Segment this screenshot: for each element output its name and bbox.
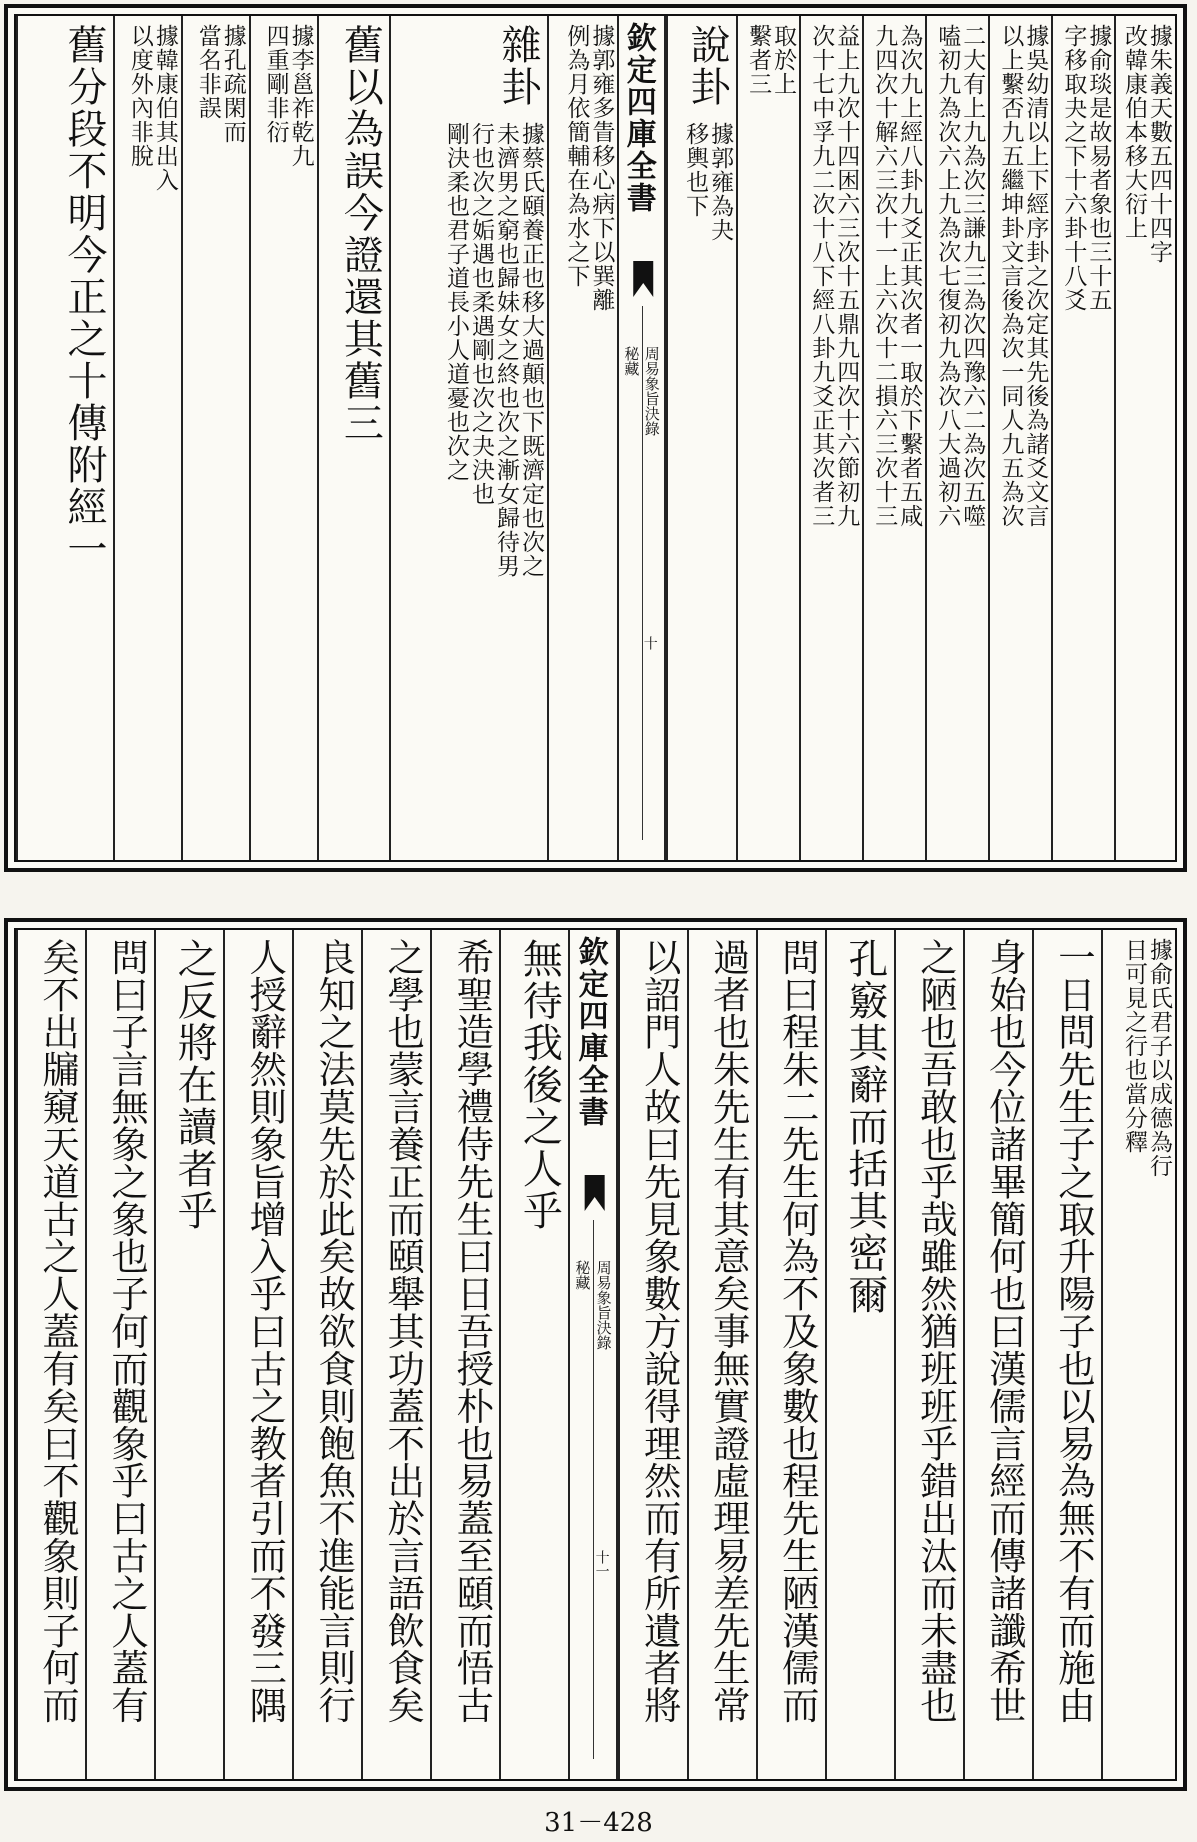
- annotation-line: 繫者三: [745, 24, 772, 96]
- text-column: [894, 930, 963, 1779]
- annotation-line: 剛決柔也君子道長小人道憂也次之: [442, 122, 469, 482]
- upper-page: [4, 4, 1187, 872]
- text-column: [1032, 930, 1101, 1779]
- main-text-line: 問曰子言無象之象也子何而觀象乎曰古之人蓋有: [105, 938, 150, 1724]
- text-column: [862, 16, 925, 860]
- annotation-line: 為次九上經八卦九爻正其次者一取於下繫者五咸: [896, 24, 923, 528]
- text-column: [825, 930, 894, 1779]
- main-text-line: 一日問先生子之取升陽子也以易為無不有而施由: [1052, 938, 1096, 1724]
- text-column: [756, 930, 825, 1779]
- annotation-line: 嗑初九為次六上九為次七復初九為次八大過初六: [934, 24, 961, 528]
- folio-number: 十: [641, 636, 658, 650]
- annotation-line: 日可見之行也當分釋: [1120, 938, 1147, 1154]
- annotation-line: 據蔡氏頤養正也移大過顛也下既濟定也次之: [517, 122, 544, 578]
- main-text-line: 舊以為誤今證還其舊三: [337, 24, 384, 444]
- annotation-line: 據俞琰是故易者象也三十五: [1085, 24, 1112, 312]
- annotation-line: 未濟男之窮也歸妹女之終也次之漸女歸待男: [492, 122, 519, 578]
- text-column: [430, 930, 499, 1779]
- main-text-line: 良知之法莫先於此矣故欲食則飽魚不進能言則行: [312, 938, 357, 1724]
- main-text-line: 身始也今位諸畢簡何也曰漢儒言經而傳諸讖希世: [982, 938, 1027, 1724]
- text-column: [85, 930, 154, 1779]
- lower-page-frame: [14, 928, 1177, 1781]
- annotation-line: 據韓康伯其出入: [151, 24, 178, 192]
- folio-number: 十一: [593, 1550, 610, 1578]
- annotation-line: 據孔疏閑而: [219, 24, 246, 144]
- annotation-line: 四重剛非衍: [262, 24, 289, 144]
- annotation-line: 據吳幼清以上下經序卦之次定其先後為諸爻文言: [1022, 24, 1049, 528]
- text-column: [687, 930, 756, 1779]
- annotation-line: 益上九次十四困六三次十五鼎九四次十六節初九: [833, 24, 860, 528]
- annotation-line: 當名非誤: [194, 24, 221, 120]
- annotation-line: 據俞氏君子以成德為行: [1145, 938, 1172, 1178]
- page-number: 31－428: [544, 1808, 653, 1838]
- text-column: [988, 16, 1051, 860]
- annotation-line: 行也次之姤遇也柔遇剛也次之夬決也: [467, 122, 494, 506]
- annotation-line: 據郭雍為夬: [707, 122, 734, 242]
- text-column: [925, 16, 988, 860]
- annotation-line: 例為月依簡輔在為水之下: [563, 24, 590, 288]
- annotation-line: 據郭雍多眚移心病下以巽離: [588, 24, 615, 312]
- text-column: [1101, 930, 1175, 1779]
- text-column: [499, 930, 568, 1779]
- main-text-line: 矣不出牖窺天道古之人蓋有矣曰不觀象則子何而: [36, 938, 81, 1724]
- main-text-line: 之陋也吾敢也乎哉雖然猶班班乎錯出汰而未盡也: [913, 938, 958, 1724]
- text-column: [361, 930, 430, 1779]
- annotation-line: 取於上: [770, 24, 797, 96]
- main-text-line: 過者也朱先生有其意矣事無實證虛理易差先生常: [706, 938, 751, 1724]
- book-title: 周易象旨決錄: [594, 1260, 613, 1350]
- main-text-line: 人授辭然則象旨增入乎曰古之教者引而不發三隅: [243, 938, 288, 1724]
- text-column: [113, 16, 181, 860]
- text-column: [317, 16, 390, 860]
- annotation-line: 字移取夬之下十六卦十八爻: [1060, 24, 1087, 312]
- book-title: 周易象旨決錄: [642, 346, 661, 436]
- collection-stamp: 秘藏: [573, 1260, 592, 1290]
- text-column: [1051, 16, 1114, 860]
- annotation-line: 以上繫否九五繼坤卦文言後為次一同人九五為次: [997, 24, 1024, 528]
- fishtail-mark: [580, 1175, 605, 1211]
- section-heading: 說卦: [684, 24, 731, 108]
- text-column: [249, 16, 317, 860]
- main-text-line: 舊分段不明今正之十傳附經一: [60, 24, 107, 570]
- annotation-line: 以度外內非脫: [126, 24, 153, 168]
- text-column: [223, 930, 292, 1779]
- main-text-line: 孔竅其辭而括其密爾: [841, 938, 888, 1316]
- annotation-line: 移輿也下: [682, 122, 709, 218]
- center-fold-strip: [617, 16, 665, 860]
- annotation-line: 二大有上九為次三謙九三為次四豫六二為次五噬: [959, 24, 986, 528]
- text-column: [799, 16, 862, 860]
- annotation-line: 據李邕祚乾九: [287, 24, 314, 168]
- text-column: [16, 930, 85, 1779]
- library-title: 欽定四庫全書: [620, 22, 656, 214]
- main-text-line: 問曰程朱二先生何為不及象數也程先生陋漢儒而: [775, 938, 820, 1724]
- main-text-line: 以詔門人故曰先見象數方說得理然而有所遺者將: [637, 938, 682, 1724]
- collection-stamp: 秘藏: [622, 346, 641, 376]
- main-text-line: 希聖造學禮侍先生曰日吾授朴也易蓋至頤而悟古: [450, 938, 495, 1724]
- fold-guide-line: [593, 1220, 594, 1759]
- main-text-line: 之學也蒙言養正而頤舉其功蓋不出於言語飲食矣: [381, 938, 426, 1724]
- text-column: [292, 930, 361, 1779]
- main-text-line: 無待我後之人乎: [516, 938, 563, 1232]
- library-title: 欽定四庫全書: [572, 936, 608, 1128]
- text-column: [1114, 16, 1175, 860]
- text-column: [154, 930, 223, 1779]
- upper-page-frame: [14, 14, 1177, 862]
- text-column: [666, 16, 736, 860]
- text-column: [736, 16, 799, 860]
- main-text-line: 之反將在讀者乎: [171, 938, 218, 1232]
- annotation-line: 改韓康伯本移大衍上: [1120, 24, 1147, 240]
- annotation-line: 據朱義天數五四十四字: [1145, 24, 1172, 264]
- text-column: [389, 16, 547, 860]
- lower-page: [4, 918, 1187, 1791]
- section-heading: 雜卦: [494, 24, 541, 108]
- text-column: [181, 16, 249, 860]
- annotation-line: 九四次十解六三次十一上六次十二損六三次十三: [871, 24, 898, 528]
- center-fold-strip: [568, 930, 617, 1779]
- text-column: [618, 930, 687, 1779]
- text-column: [16, 16, 113, 860]
- fishtail-mark: [629, 261, 653, 297]
- text-column: [963, 930, 1032, 1779]
- text-column: [547, 16, 617, 860]
- annotation-line: 次十七中孚九二次十八下經八卦九爻正其次者三: [808, 24, 835, 528]
